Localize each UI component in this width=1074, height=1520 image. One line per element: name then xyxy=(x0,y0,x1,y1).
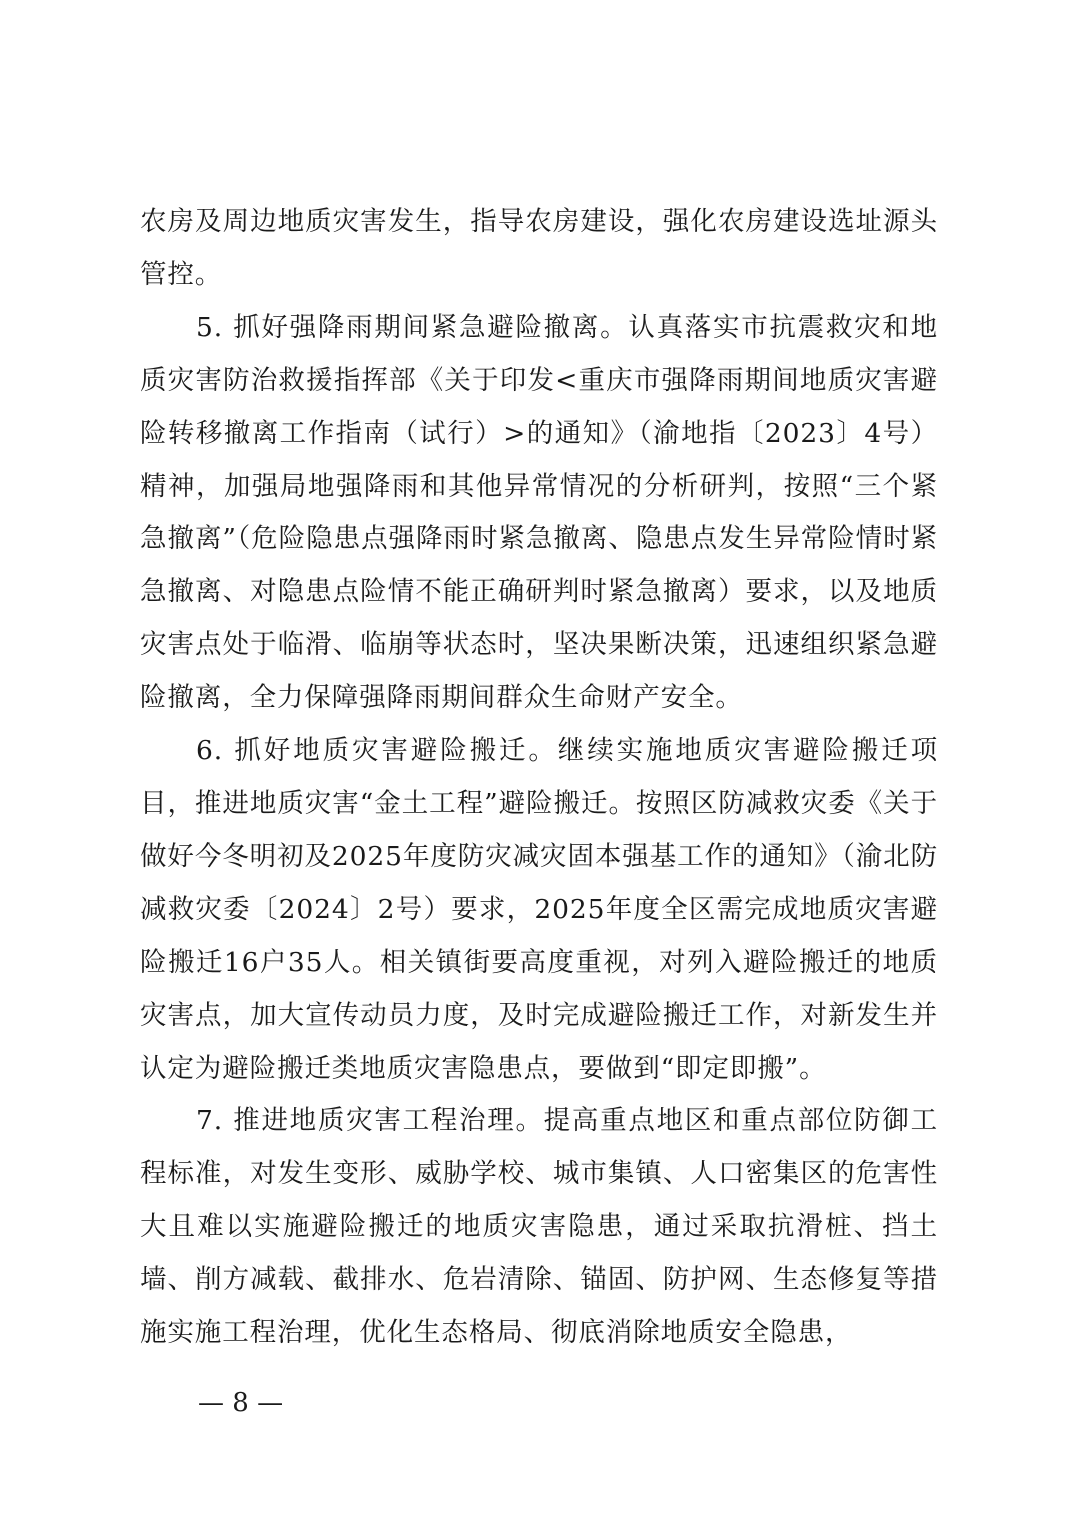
paragraph-relocation: 6. 抓好地质灾害避险搬迁。继续实施地质灾害避险搬迁项目，推进地质灾害“金土工程”避险搬迁。按照区防减救灾委《关于做好今冬明初及2025年度防灾减灾固本强基工作的通知》（渝北防减救灾委〔2024〕2号）要求，2025年度全区需完成地质灾害避险搬迁16户35人。相关镇街要高度重视，对列入避险搬迁的地质灾害点，加大宣传动员力度，及时完成避险搬迁工作，对新发生并认定为避险搬迁类地质灾害隐患点，要做到“即定即搬”。 xyxy=(140,735,938,1084)
paragraph-continuation: 农房及周边地质灾害发生，指导农房建设，强化农房建设选址源头管控。 xyxy=(140,206,938,290)
page-number: — 8 — xyxy=(198,1388,284,1418)
document-body xyxy=(140,196,938,1360)
paragraph-emergency-evacuation: 5. 抓好强降雨期间紧急避险撤离。认真落实市抗震救灾和地质灾害防治救援指挥部《关于印发<重庆市强降雨期间地质灾害避险转移撤离工作指南（试行）>的通知》（渝地指〔2023〕4号）精神，加强局地强降雨和其他异常情况的分析研判，按照“三个紧急撤离”（危险隐患点强降雨时紧急撤离、隐患点发生异常险情时紧急撤离、对隐患点险情不能正确研判时紧急撤离）要求，以及地质灾害点处于临滑、临崩等状态时，坚决果断决策，迅速组织紧急避险撤离，全力保障强降雨期间群众生命财产安全。 xyxy=(140,311,938,714)
paragraph-engineering-treatment: 7. 推进地质灾害工程治理。提高重点地区和重点部位防御工程标准，对发生变形、威胁学校、城市集镇、人口密集区的危害性大且难以实施避险搬迁的地质灾害隐患，通过采取抗滑桩、挡土墙、削方减载、截排水、危岩清除、锚固、防护网、生态修复等措施实施工程治理，优化生态格局、彻底消除地质安全隐患， xyxy=(140,1105,938,1349)
